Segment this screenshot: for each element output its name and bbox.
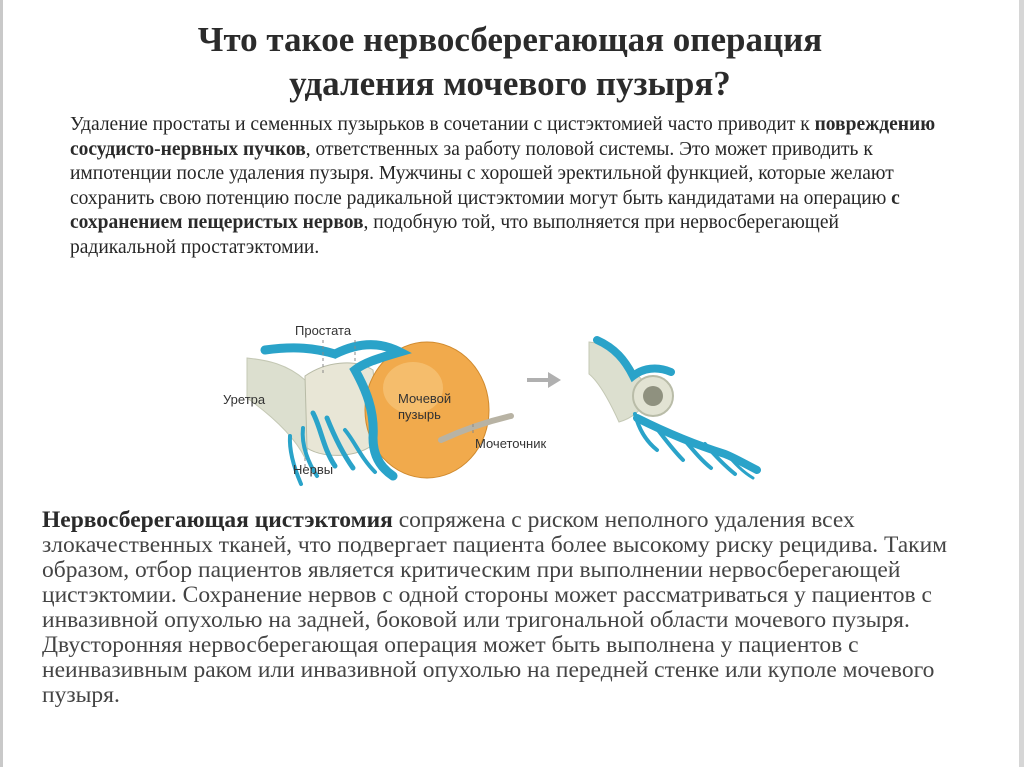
label-urethra: Уретра [223,392,266,407]
intro-paragraph [70,113,940,260]
page-title [60,18,960,106]
urethra-stump-lumen [643,386,663,406]
summary-bold-1: Нервосберегающая цистэктомия [42,507,393,533]
intro-text-2: , ответственных за работу половой системы. Это может приводить к импотенции после удаления пузыря. Мужчины с хорошей эректильной функцией, которые желают сохранить свою потенцию после радикальной цистэктомии могут быть кандидатами на операцию [70,138,894,209]
label-bladder-2: пузырь [398,407,441,422]
right-edge-shadow [1019,0,1024,767]
label-prostate: Простата [295,323,352,338]
intro-text-3: , подобную той, что выполняется при нервосберегающей радикальной простатэктомии. [70,212,839,258]
summary-text-1: сопряжена с риском неполного удаления всех злокачественных тканей, что подвергает пациента более высокому риску рецидива. Таким образом, отбор пациентов является критическим при выполнении нервосберегающей цистэктомии. Сохранение нервов с одной стороны может рассматриваться у пациентов с инвазивной опухолью на задней, боковой или тригональной области мочевого пузыря. Двусторонняя нервосберегающая операция может быть выполнена у пациентов с неинвазивным раком или инвазивной опухолью на передней стенке или куполе мочевого пузыря. [42,507,948,708]
title-line-2: удаления мочевого пузыря? [289,64,731,103]
intro-bold-2: с сохранением пещеристых нервов [70,187,900,233]
anatomy-illustration [205,318,785,498]
summary-paragraph [42,508,982,708]
label-ureter: Мочеточник [475,436,547,451]
intro-text-1: Удаление простаты и семенных пузырьков в сочетании с цистэктомией часто приводит к [70,114,815,135]
anatomy-svg [205,318,785,498]
label-nerves: Нервы [293,462,334,477]
title-line-1: Что такое нервосберегающая операция [197,20,823,59]
label-bladder-1: Мочевой [398,391,452,406]
left-edge-shadow [0,0,3,767]
intro-bold-1: повреждению сосудисто-нервных пучков [70,114,936,160]
transition-arrowhead [548,372,561,388]
